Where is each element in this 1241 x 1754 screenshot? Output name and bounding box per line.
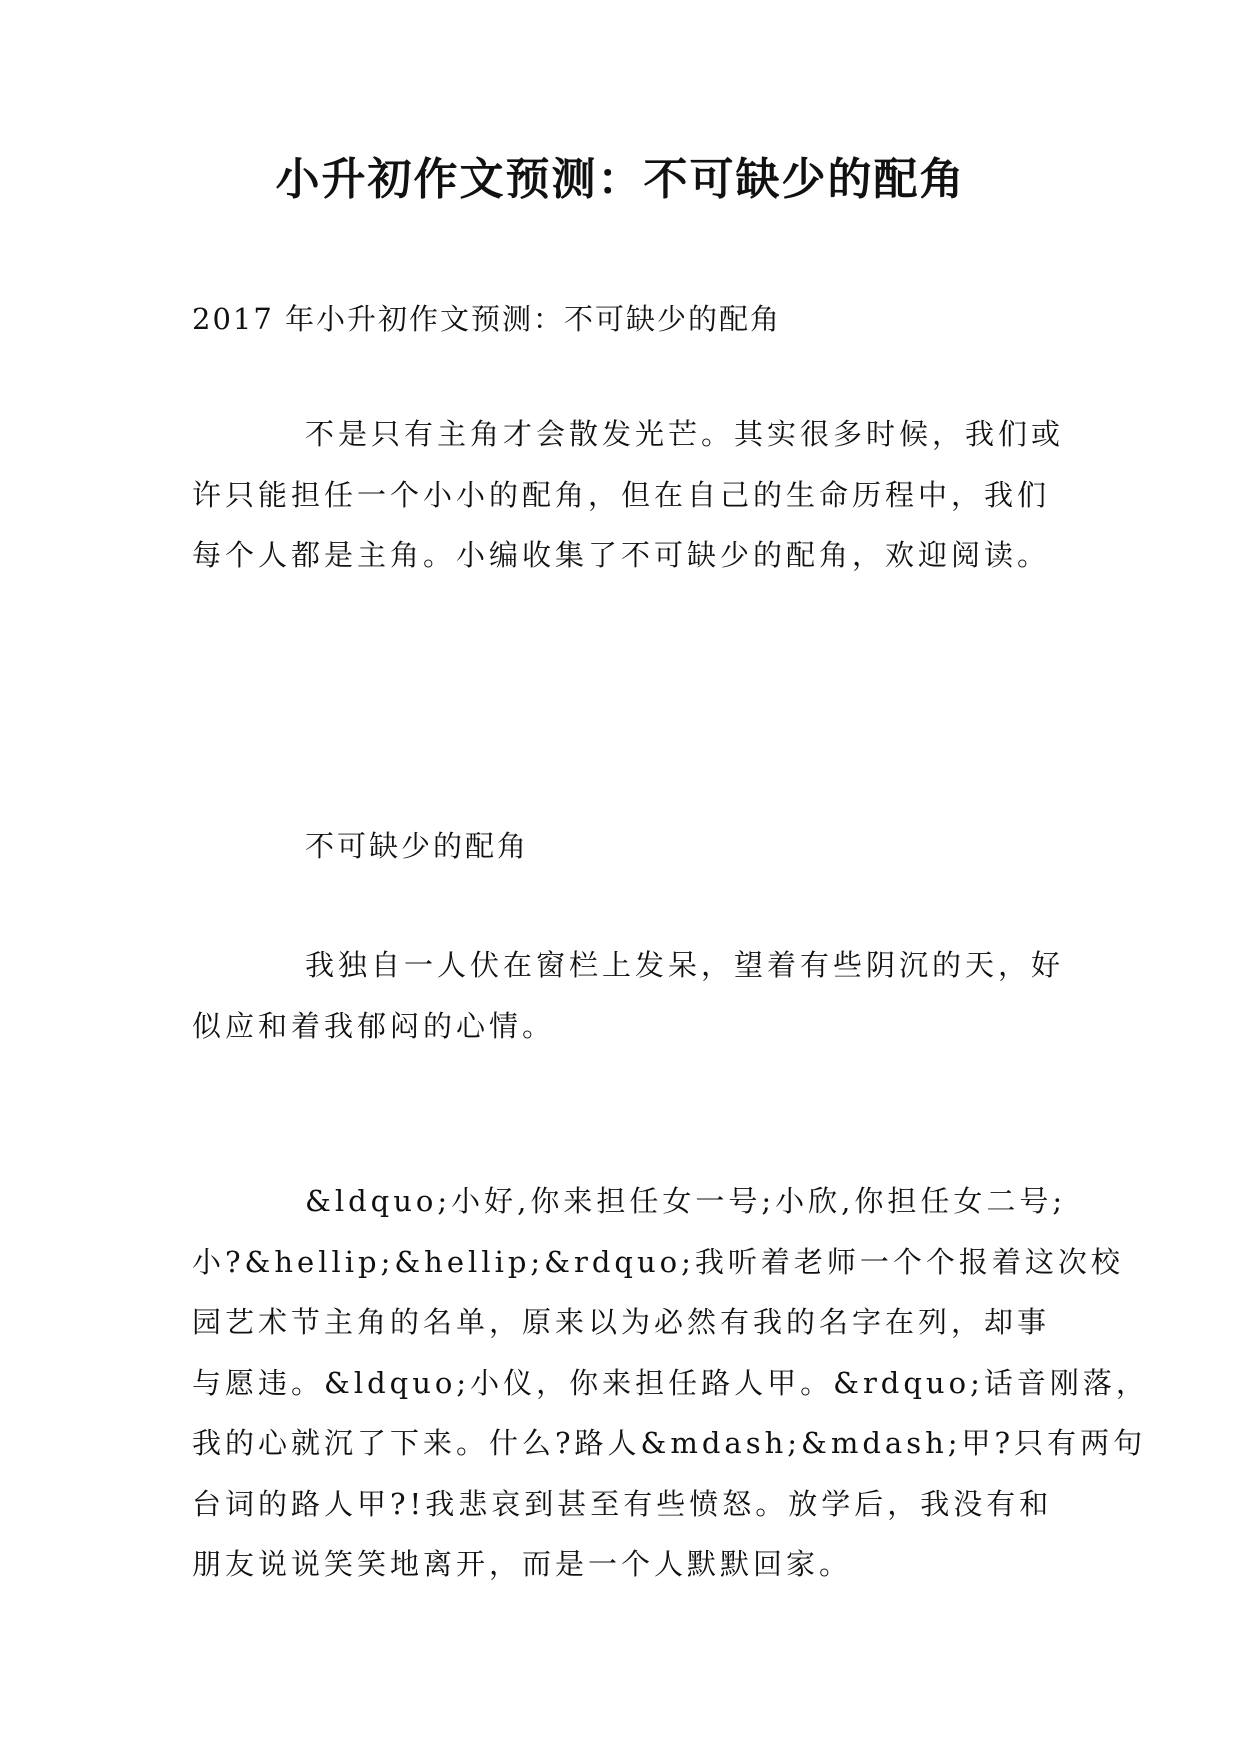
document-title: 小升初作文预测：不可缺少的配角	[275, 154, 966, 205]
text-line: &ldquo;小好,你来担任女一号;小欣,你担任女二号;	[305, 1184, 1067, 1218]
intro-paragraph	[192, 404, 1064, 586]
body-paragraph-2	[192, 1171, 1149, 1595]
document-subtitle: 2017 年小升初作文预测：不可缺少的配角	[192, 302, 782, 336]
text-line: 小?&hellip;&hellip;&rdquo;我听着老师一个个报着这次校	[192, 1244, 1124, 1279]
text-line: 园艺术节主角的名单，原来以为必然有我的名字在列，却事	[192, 1305, 1051, 1339]
text-line: 我的心就沉了下来。什么?路人&mdash;&mdash;甲?只有两句	[192, 1426, 1147, 1460]
text-line: 似应和着我郁闷的心情。	[192, 1008, 556, 1043]
section-heading: 不可缺少的配角	[305, 829, 530, 863]
text-line: 每个人都是主角。小编收集了不可缺少的配角，欢迎阅读。	[192, 538, 1051, 572]
text-line: 许只能担任一个小小的配角，但在自己的生命历程中，我们	[192, 477, 1051, 512]
text-line: 与愿违。&ldquo;小仪，你来担任路人甲。&rdquo;话音刚落，	[192, 1365, 1149, 1400]
text-line: 不是只有主角才会散发光芒。其实很多时候，我们或	[305, 417, 1065, 451]
text-line: 我独自一人伏在窗栏上发呆，望着有些阴沉的天，好	[305, 948, 1065, 982]
text-line: 台词的路人甲?!我悲哀到甚至有些愤怒。放学后，我没有和	[192, 1486, 1053, 1521]
text-line: 朋友说说笑笑地离开，而是一个人默默回家。	[192, 1547, 853, 1581]
body-paragraph-1	[192, 935, 1064, 1056]
